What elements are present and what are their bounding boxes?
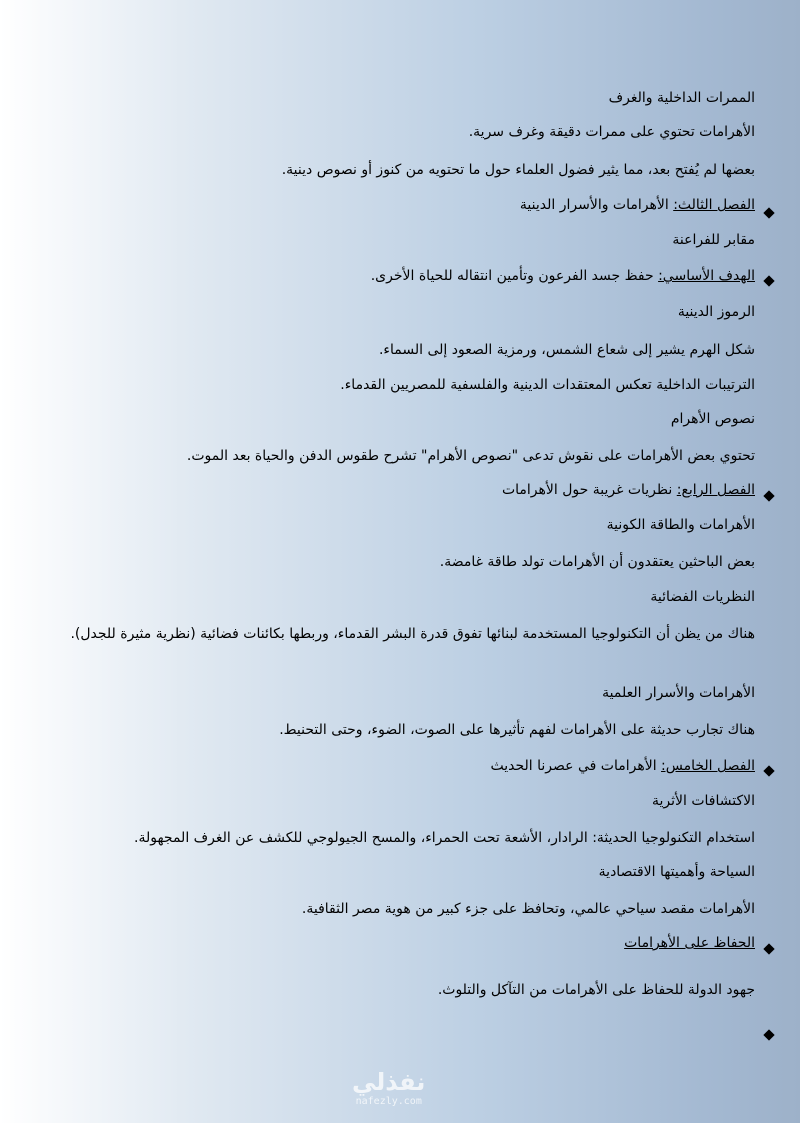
diamond-bullet-icon	[763, 765, 774, 776]
subheading-discoveries: الاكتشافات الأثرية	[651, 793, 755, 809]
paragraph: هناك تجارب حديثة على الأهرامات لفهم تأثيرها على الصوت، الضوء، وحتى التحنيط.	[279, 722, 755, 738]
paragraph: الأهرامات تحتوي على ممرات دقيقة وغرف سرية.	[468, 124, 755, 140]
paragraph: استخدام التكنولوجيا الحديثة: الرادار، الأشعة تحت الحمراء، والمسح الجيولوجي للكشف عن الغرف المجهولة.	[134, 830, 755, 846]
diamond-bullet-icon	[763, 207, 774, 218]
paragraph: تحتوي بعض الأهرامات على نقوش تدعى "نصوص الأهرام" تشرح طقوس الدفن والحياة بعد الموت.	[186, 448, 755, 464]
chapter-3-heading	[55, 195, 755, 215]
chapter-5-title: الأهرامات في عصرنا الحديث	[490, 758, 662, 774]
diamond-bullet-icon	[763, 943, 774, 954]
paragraph: الترتيبات الداخلية تعكس المعتقدات الدينية والفلسفية للمصريين القدماء.	[340, 377, 755, 393]
subheading-passages: الممرات الداخلية والغرف	[608, 90, 755, 106]
main-goal-line	[55, 266, 755, 286]
main-goal-label: الهدف الأساسي:	[658, 268, 755, 284]
paragraph: شكل الهرم يشير إلى شعاع الشمس، ورمزية الصعود إلى السماء.	[378, 342, 755, 358]
preservation-heading: الحفاظ على الأهرامات	[624, 935, 755, 951]
chapter-4-title: نظريات غريبة حول الأهرامات	[501, 482, 677, 498]
diamond-bullet-icon	[763, 490, 774, 501]
subheading-tombs: مقابر للفراعنة	[672, 232, 755, 248]
subheading-tourism: السياحة وأهميتها الاقتصادية	[598, 864, 755, 880]
subheading-alien-theories: النظريات الفضائية	[650, 589, 755, 605]
watermark-site: nafezly.com	[355, 1096, 422, 1107]
subheading-cosmic-energy: الأهرامات والطاقة الكونية	[606, 517, 755, 533]
watermark-logo: نفذلي	[352, 1068, 426, 1096]
subheading-symbols: الرموز الدينية	[677, 304, 755, 320]
paragraph: الأهرامات مقصد سياحي عالمي، وتحافظ على جزء كبير من هوية مصر الثقافية.	[301, 901, 755, 917]
chapter-4-heading	[55, 480, 755, 500]
paragraph: هناك من يظن أن التكنولوجيا المستخدمة لبنائها تفوق قدرة البشر القدماء، وربطها بكائنات فضائية (نظرية مثيرة للجدل).	[70, 626, 755, 642]
chapter-4-label: الفصل الرابع:	[676, 482, 755, 498]
chapter-5-label: الفصل الخامس:	[661, 758, 755, 774]
main-goal-text: حفظ جسد الفرعون وتأمين انتقاله للحياة الأخرى.	[370, 268, 659, 284]
chapter-5-heading	[55, 756, 755, 776]
paragraph: بعض الباحثين يعتقدون أن الأهرامات تولد طاقة غامضة.	[439, 554, 755, 570]
paragraph: جهود الدولة للحفاظ على الأهرامات من التآكل والتلوث.	[437, 982, 755, 998]
chapter-3-label: الفصل الثالث:	[673, 197, 755, 213]
paragraph: بعضها لم يُفتح بعد، مما يثير فضول العلماء حول ما تحتويه من كنوز أو نصوص دينية.	[281, 162, 755, 178]
watermark	[352, 1068, 425, 1108]
diamond-bullet-icon	[763, 1029, 774, 1040]
subheading-pyramid-texts: نصوص الأهرام	[670, 411, 755, 427]
diamond-bullet-icon	[763, 275, 774, 286]
subheading-scientific-secrets: الأهرامات والأسرار العلمية	[602, 685, 755, 701]
chapter-3-title: الأهرامات والأسرار الدينية	[519, 197, 674, 213]
